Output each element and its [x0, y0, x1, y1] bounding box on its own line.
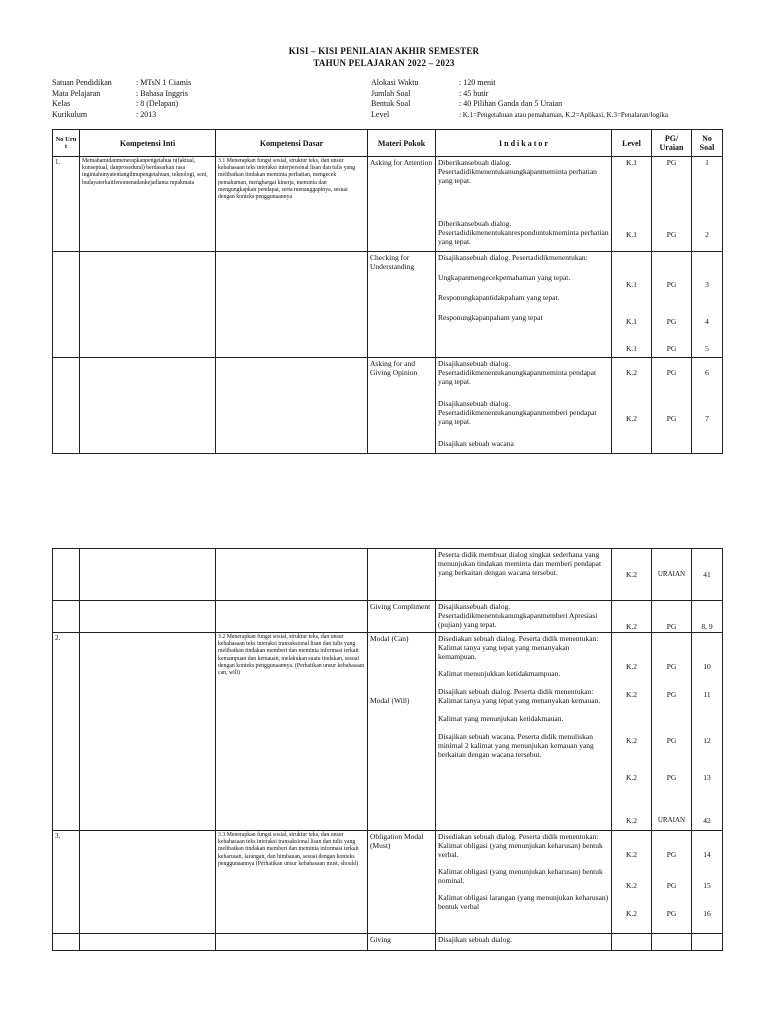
table-row: [53, 934, 723, 951]
header-level: Level: [612, 130, 652, 157]
header-no-soal: No Soal: [692, 130, 723, 157]
cell-kompetensi-dasar: [216, 934, 368, 951]
table-row: [53, 633, 723, 831]
cell-materi: Checking for Understanding: [368, 252, 436, 358]
cell-pg: [652, 358, 692, 454]
level-value: K.1: [625, 158, 638, 167]
cell-soal: [692, 252, 723, 358]
cell-materi: Asking for Attention: [368, 157, 436, 252]
meta-value: : 120 menit: [459, 78, 496, 87]
cell-indikator: [436, 831, 612, 934]
level-value: K.1: [625, 344, 638, 353]
cell-soal: [692, 358, 723, 454]
pg-value: PG: [666, 317, 677, 326]
header-pg-uraian: PG/ Uraian: [652, 130, 692, 157]
pg-value: PG: [666, 414, 677, 423]
pg-value: URAIAN: [657, 816, 686, 824]
level-value: K.1: [625, 230, 638, 239]
soal-value: 11: [703, 690, 711, 699]
cell-no: 3.: [53, 831, 80, 934]
cell-kompetensi-dasar: [216, 601, 368, 633]
pg-value: PG: [666, 909, 677, 918]
cell-kompetensi-dasar: [216, 358, 368, 454]
document-title: KISI – KISI PENILAIAN AKHIR SEMESTER: [288, 46, 480, 56]
cell-level: [612, 252, 652, 358]
header-kompetensi-inti: Kompetensi Inti: [80, 130, 216, 157]
pg-value: PG: [666, 368, 677, 377]
pg-value: PG: [666, 881, 677, 890]
meta-value: : Bahasa Inggris: [136, 88, 188, 98]
indikator-text: Ungkapanmengecekpemahaman yang tepat.: [438, 273, 571, 282]
cell-indikator: [436, 549, 612, 601]
cell-no: 2.: [53, 633, 80, 831]
cell-materi: Giving: [368, 934, 436, 951]
soal-value: 15: [703, 881, 711, 890]
indikator-text: Disajikansebuah dialog. Pesertadidikmenentukanungkapanmemberi Apresiasi (pujian) yang tepat.: [438, 602, 598, 629]
cell-no: 1.: [53, 157, 80, 252]
pg-value: PG: [666, 158, 677, 167]
indikator-text: Disajikan sebuah dialog.: [438, 935, 512, 944]
indikator-text: Diberikansebuah dialog. Pesertadidikmenentukanungkapanmeminta perhatian yang tepat.: [438, 158, 597, 185]
indikator-text: Disajikansebuah dialog. Pesertadidikmenentukan:: [438, 253, 588, 262]
cell-indikator: [436, 252, 612, 358]
cell-no: [53, 934, 80, 951]
materi-text: Modal (Can): [370, 634, 409, 643]
cell-kompetensi-inti: [80, 633, 216, 831]
cell-level: [612, 157, 652, 252]
pg-value: PG: [666, 773, 677, 782]
cell-pg: [652, 157, 692, 252]
cell-pg: [652, 831, 692, 934]
table-row: [53, 358, 723, 454]
table-header-row: [53, 130, 723, 157]
pg-value: PG: [666, 344, 677, 353]
soal-value: 10: [703, 662, 711, 671]
indikator-text: Disajikan sebuah dialog. Peserta didik menentukan: Kalimat tanya yang tepat yang menanyakan kemauan.: [438, 687, 601, 705]
header-materi-pokok: Materi Pokok: [368, 130, 436, 157]
cell-no: [53, 358, 80, 454]
soal-value: 16: [703, 909, 711, 918]
cell-pg: URAIAN: [652, 549, 692, 601]
cell-no: [53, 601, 80, 633]
level-value: K.1: [625, 280, 638, 289]
meta-value: : 8 (Delapan): [136, 99, 179, 108]
soal-value: 2: [705, 230, 709, 239]
level-value: K.2: [625, 909, 638, 918]
header-no: No Uru t: [53, 130, 80, 157]
cell-kompetensi-dasar: 3.2 Menerapkan fungsi sosial, struktur teks, dan unsur kebahasaan teks interaksi transaksional lisan dan tulis yang melibatkan tindakan memberi dan meminta informasi terkait kemampuan dan kemauan, melakukan suatu tindakan, sesuai dengan konteks penggunaannya. (Perhatikan unsur kebahasaan can, will): [216, 633, 368, 831]
header-kompetensi-dasar: Kompetensi Dasar: [216, 130, 368, 157]
meta-key: Satuan Pendidikan: [52, 78, 112, 87]
level-value: K.2: [625, 368, 638, 377]
cell-soal: [692, 934, 723, 951]
cell-materi: [368, 549, 436, 601]
pg-value: PG: [666, 230, 677, 239]
level-value: K.1: [625, 317, 638, 326]
cell-materi: [368, 633, 436, 831]
pg-value: PG: [666, 850, 677, 859]
cell-kompetensi-inti: [80, 934, 216, 951]
cell-no: [53, 252, 80, 358]
level-value: K.2: [625, 736, 638, 745]
kisi-table-2: [52, 548, 723, 951]
cell-indikator: [436, 601, 612, 633]
soal-value: 5: [705, 344, 709, 353]
cell-indikator: [436, 358, 612, 454]
meta-right: [371, 78, 668, 120]
level-value: K.2: [625, 881, 638, 890]
cell-materi: Giving Compliment: [368, 601, 436, 633]
table-row: [53, 157, 723, 252]
document-subtitle: TAHUN PELAJARAN 2022 – 2023: [313, 58, 455, 68]
level-value: K.2: [625, 690, 638, 699]
header-indikator: I n d i k a t o r: [436, 130, 612, 157]
cell-soal: 8, 9: [692, 601, 723, 633]
indikator-text: Disediakan sebuah dialog. Peserta didik menentukan: Kalimat obligasi (yang menunjukan keharusan) bentuk verbal.: [438, 832, 603, 859]
cell-kompetensi-inti: [80, 601, 216, 633]
cell-soal: [692, 633, 723, 831]
cell-level: [612, 934, 652, 951]
level-value: K.2: [625, 414, 638, 423]
meta-key: Mata Pelajaran: [52, 88, 101, 98]
cell-soal: [692, 157, 723, 252]
cell-kompetensi-inti: [80, 252, 216, 358]
cell-level: K.2: [612, 549, 652, 601]
indikator-text: Disajikansebuah dialog. Pesertadidikmenentukanungkapanmeminta pendapat yang tepat.: [438, 359, 597, 386]
cell-indikator: [436, 934, 612, 951]
cell-kompetensi-inti: Memahamidanmenerapkanpengetahua n(faktual, konseptual, danprosedural) berdasarkan rasa ingintahunyatentangilmupengetahuan, teknologi, seni, budayaterkaitfenomenadankejadianta mpakmata: [80, 157, 216, 252]
indikator-text: Disajikan sebuah wacana: [438, 439, 514, 448]
meta-key: Kurikulum: [52, 109, 88, 119]
level-value: K.2: [625, 773, 638, 782]
table-row: [53, 549, 723, 601]
soal-value: 42: [703, 816, 711, 825]
meta-value: : K.1=Pengetahuan atau pemahaman, K.2=Aplikasi, K.3=Penalaran/logika: [459, 110, 668, 119]
cell-pg: [652, 934, 692, 951]
table-row: [53, 831, 723, 934]
indikator-text: Responungkapanpaham yang tepat: [438, 313, 543, 322]
pg-value: PG: [666, 662, 677, 671]
cell-materi: Asking for and Giving Opinion: [368, 358, 436, 454]
indikator-text: Kalimat menunjukkan ketidakmampuan.: [438, 669, 561, 678]
cell-materi: Obligation Modal (Must): [368, 831, 436, 934]
level-value: K.2: [625, 662, 638, 671]
pg-value: PG: [666, 280, 677, 289]
indikator-text: Kalimat obligasi (yang menunjukan keharusan) bentuk nominal.: [438, 867, 603, 885]
indikator-text: Kalimat obligasi larangan (yang menunjukan keharusan) bentuk verbal: [438, 893, 609, 911]
cell-kompetensi-inti: [80, 831, 216, 934]
indikator-text: Disediakan sebuah dialog. Peserta didik menentukan: Kalimat tanya yang tepat yang menanyakan kemampuan.: [438, 634, 599, 661]
indikator-text: Kalimat yang menunjukan ketidakmauan.: [438, 714, 564, 723]
cell-soal: 41: [692, 549, 723, 601]
cell-level: [612, 633, 652, 831]
meta-value: : 2013: [136, 109, 157, 119]
indikator-text: Disajikan sebuah wacana. Peserta didik menuliskan minimal 2 kalimat yang menunjukan kemauan yang berkaitan dengan wacana tersebut.: [438, 732, 594, 759]
meta-key: Level: [371, 109, 390, 119]
indikator-text: Responungkapantidakpaham yang tepat.: [438, 293, 560, 302]
cell-kompetensi-inti: [80, 549, 216, 601]
soal-value: 3: [705, 280, 709, 289]
cell-soal: [692, 831, 723, 934]
soal-value: 7: [705, 414, 709, 423]
table-row: [53, 252, 723, 358]
kisi-table-1: [52, 129, 723, 454]
cell-kompetensi-dasar: 3.1 Menerapkan fungsi sosial, struktur teks, dan unsur kebahasaan teks interaksi interpersonal lisan dan tulis yang melibatkan tindakan meminta perhatian, mengecek pemahaman, menghargai kinerja, meminta dan mengungkapkan pendapat, serta menanggapinya, sesuai dengan konteks penggunaannya: [216, 157, 368, 252]
indikator-text: Peserta didik membuat dialog singkat sederhana yang menunjukan tindakan meminta dan memberi pendapat yang berkaitan dengan wacana tersebut.: [438, 550, 602, 577]
meta-value: : 40 Pilihan Ganda dan 5 Uraian: [459, 99, 563, 108]
cell-kompetensi-inti: [80, 358, 216, 454]
indikator-text: Disajikansebuah dialog. Pesertadidikmenentukanungkapanmemberi pendapat yang tepat.: [438, 399, 597, 426]
cell-level: [612, 831, 652, 934]
level-value: K.2: [625, 816, 638, 825]
soal-value: 12: [703, 736, 711, 745]
pg-value: PG: [666, 690, 677, 699]
cell-indikator: [436, 633, 612, 831]
cell-level: [612, 358, 652, 454]
cell-no: [53, 549, 80, 601]
soal-value: 14: [703, 850, 711, 859]
soal-value: 4: [705, 317, 709, 326]
meta-key: Jumlah Soal: [371, 88, 411, 98]
cell-pg: PG: [652, 601, 692, 633]
meta-key: Bentuk Soal: [371, 99, 411, 108]
meta-key: Alokasi Waktu: [371, 78, 419, 87]
level-value: K.2: [625, 850, 638, 859]
soal-value: 6: [705, 368, 709, 377]
cell-pg: [652, 252, 692, 358]
cell-pg: [652, 633, 692, 831]
cell-level: K.2: [612, 601, 652, 633]
cell-indikator: [436, 157, 612, 252]
meta-value: : MTsN 1 Ciamis: [136, 78, 192, 87]
cell-kompetensi-dasar: 3.3 Menerapkan fungsi sosial, struktur teks, dan unsur kebahasaan teks interaksi transaksional lisan dan tulis yang melibatkan tindakan memberi dan meminta informasi terkait keharusan, larangan, dan himbauan, sesuai dengan konteks penggunaannya (Perhatikan unsur kebahasaan must, should): [216, 831, 368, 934]
cell-kompetensi-dasar: [216, 549, 368, 601]
meta-left: [52, 78, 191, 120]
table-row: [53, 601, 723, 633]
meta-value: : 45 butir: [459, 88, 489, 98]
materi-text: Modal (Will): [370, 696, 410, 705]
indikator-text: Diberikansebuah dialog. Pesertadidikmenentukanresponduntukmeminta perhatian yang tepat.: [438, 219, 609, 246]
soal-value: 13: [703, 773, 711, 782]
pg-value: PG: [666, 736, 677, 745]
cell-kompetensi-dasar: [216, 252, 368, 358]
meta-key: Kelas: [52, 99, 71, 108]
soal-value: 1: [705, 158, 709, 167]
